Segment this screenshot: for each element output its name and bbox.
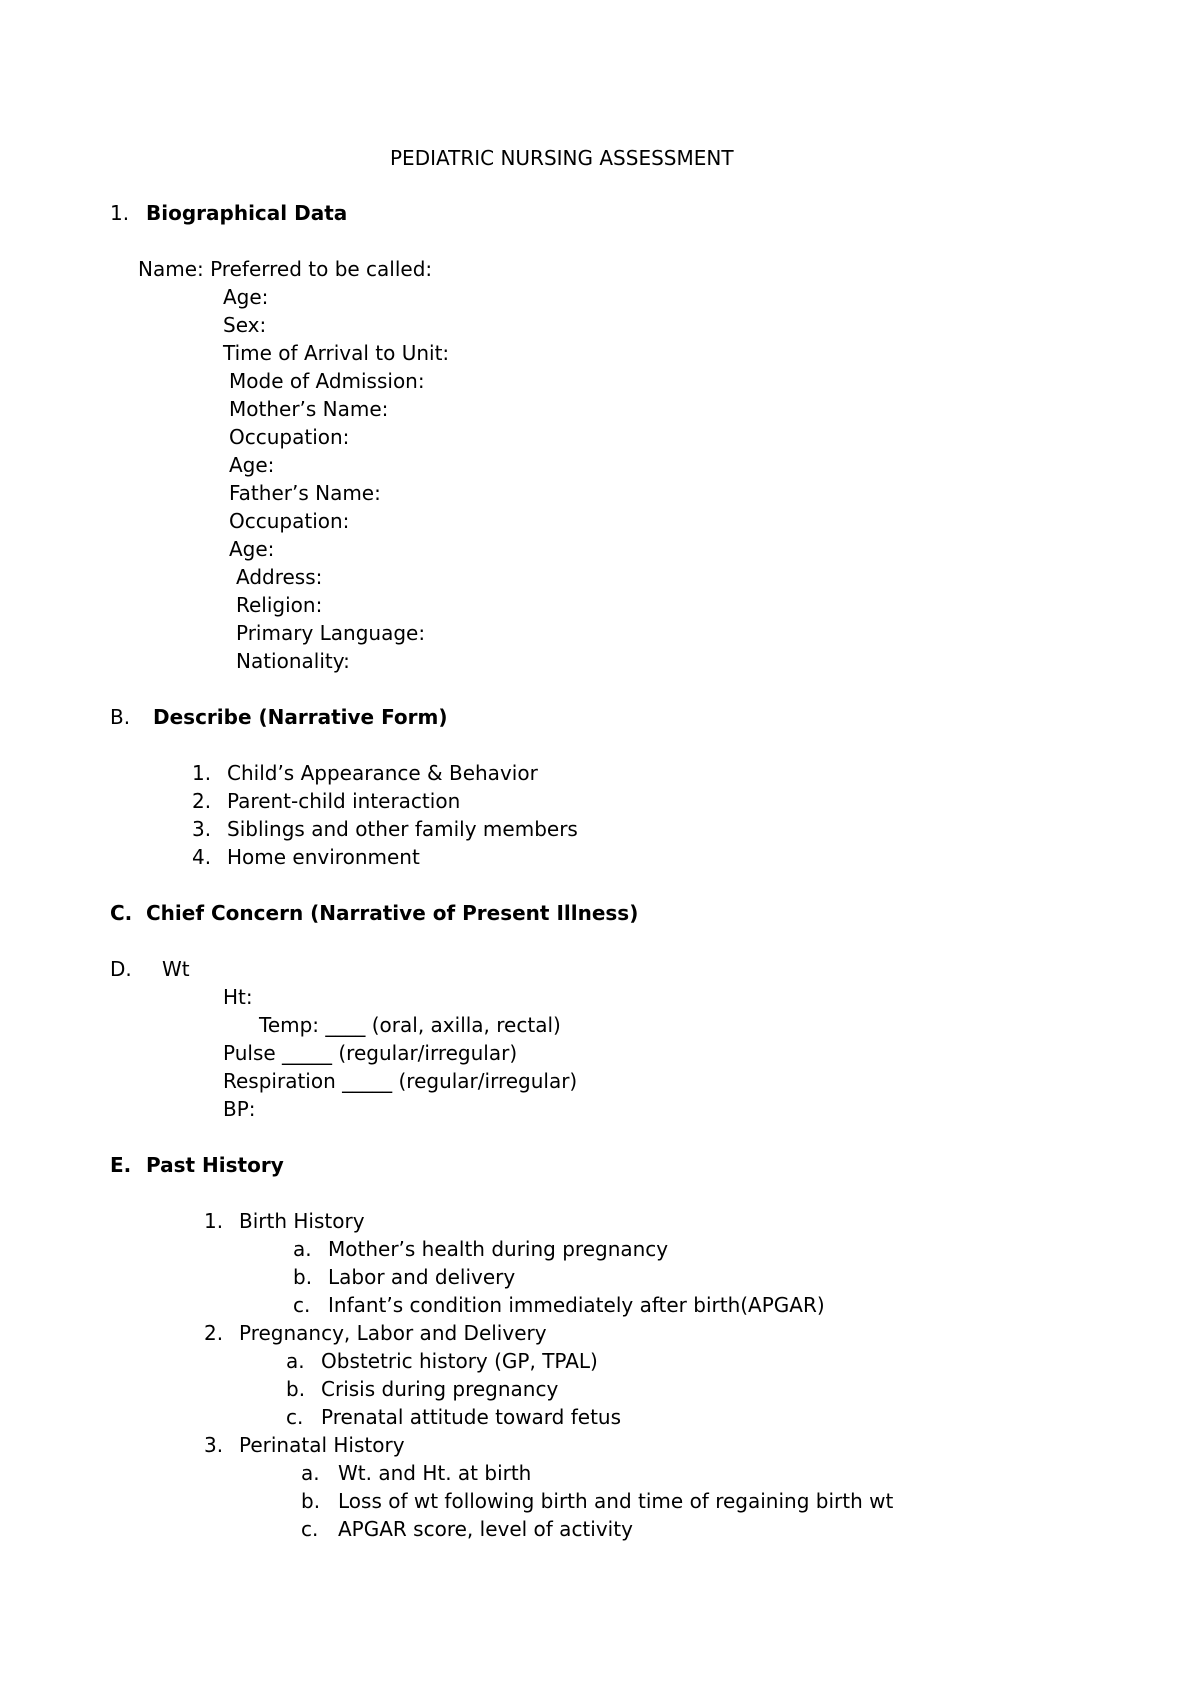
sub-item-prenatal-attitude: Prenatal attitude toward fetus: [321, 1405, 622, 1429]
list-item-pregnancy-labor: Pregnancy, Labor and Delivery: [239, 1321, 547, 1345]
sub-item-letter: b.: [301, 1489, 321, 1513]
list-item-number: 3.: [204, 1433, 224, 1457]
list-item-number: 4.: [192, 845, 212, 869]
field-mother-occupation: Occupation:: [229, 425, 350, 449]
vital-temp: Temp: ____ (oral, axilla, rectal): [259, 1013, 561, 1037]
sub-item-letter: a.: [293, 1237, 312, 1261]
field-primary-language: Primary Language:: [236, 621, 426, 645]
section-c-letter: C.: [110, 901, 133, 925]
sub-item-mothers-health: Mother’s health during pregnancy: [328, 1237, 669, 1261]
sub-item-letter: a.: [286, 1349, 305, 1373]
field-religion: Religion:: [236, 593, 323, 617]
section-d-letter: D.: [110, 957, 132, 981]
field-fathers-name: Father’s Name:: [229, 481, 381, 505]
list-item-number: 1.: [204, 1209, 224, 1233]
sub-item-letter: b.: [286, 1377, 306, 1401]
field-father-occupation: Occupation:: [229, 509, 350, 533]
section-b-letter: B.: [110, 705, 131, 729]
field-time-of-arrival: Time of Arrival to Unit:: [223, 341, 450, 365]
list-item-number: 2.: [204, 1321, 224, 1345]
section-b-heading: Describe (Narrative Form): [153, 705, 448, 729]
section-1-heading: Biographical Data: [146, 201, 348, 225]
sub-item-labor-delivery: Labor and delivery: [328, 1265, 516, 1289]
list-item-perinatal-history: Perinatal History: [239, 1433, 405, 1457]
list-item-childs-appearance: Child’s Appearance & Behavior: [227, 761, 538, 785]
field-age: Age:: [223, 285, 269, 309]
section-1-number: 1.: [110, 201, 130, 225]
field-address: Address:: [236, 565, 323, 589]
vital-ht: Ht:: [223, 985, 253, 1009]
sub-item-letter: c.: [293, 1293, 311, 1317]
field-father-age: Age:: [229, 537, 275, 561]
section-e-heading: Past History: [146, 1153, 284, 1177]
list-item-number: 3.: [192, 817, 212, 841]
vital-respiration: Respiration _____ (regular/irregular): [223, 1069, 578, 1093]
document-title: PEDIATRIC NURSING ASSESSMENT: [390, 146, 734, 170]
field-nationality: Nationality:: [236, 649, 350, 673]
list-item-parent-child: Parent-child interaction: [227, 789, 461, 813]
field-mode-of-admission: Mode of Admission:: [229, 369, 425, 393]
sub-item-infant-condition: Infant’s condition immediately after birth(APGAR): [328, 1293, 825, 1317]
vital-bp: BP:: [223, 1097, 256, 1121]
sub-item-letter: a.: [301, 1461, 320, 1485]
field-sex: Sex:: [223, 313, 267, 337]
list-item-number: 1.: [192, 761, 212, 785]
sub-item-loss-of-wt: Loss of wt following birth and time of regaining birth wt: [338, 1489, 894, 1513]
field-mother-age: Age:: [229, 453, 275, 477]
list-item-birth-history: Birth History: [239, 1209, 365, 1233]
list-item-number: 2.: [192, 789, 212, 813]
sub-item-obstetric-history: Obstetric history (GP, TPAL): [321, 1349, 598, 1373]
field-name: Name: Preferred to be called:: [138, 257, 433, 281]
sub-item-letter: c.: [286, 1405, 304, 1429]
list-item-siblings: Siblings and other family members: [227, 817, 578, 841]
sub-item-letter: b.: [293, 1265, 313, 1289]
list-item-home-environment: Home environment: [227, 845, 420, 869]
vital-pulse: Pulse _____ (regular/irregular): [223, 1041, 518, 1065]
sub-item-letter: c.: [301, 1517, 319, 1541]
vital-wt: Wt: [162, 957, 190, 981]
sub-item-wt-ht-birth: Wt. and Ht. at birth: [338, 1461, 532, 1485]
section-e-letter: E.: [110, 1153, 132, 1177]
section-c-heading: Chief Concern (Narrative of Present Illness): [146, 901, 639, 925]
sub-item-apgar-score: APGAR score, level of activity: [338, 1517, 633, 1541]
field-mothers-name: Mother’s Name:: [229, 397, 389, 421]
sub-item-crisis: Crisis during pregnancy: [321, 1377, 559, 1401]
